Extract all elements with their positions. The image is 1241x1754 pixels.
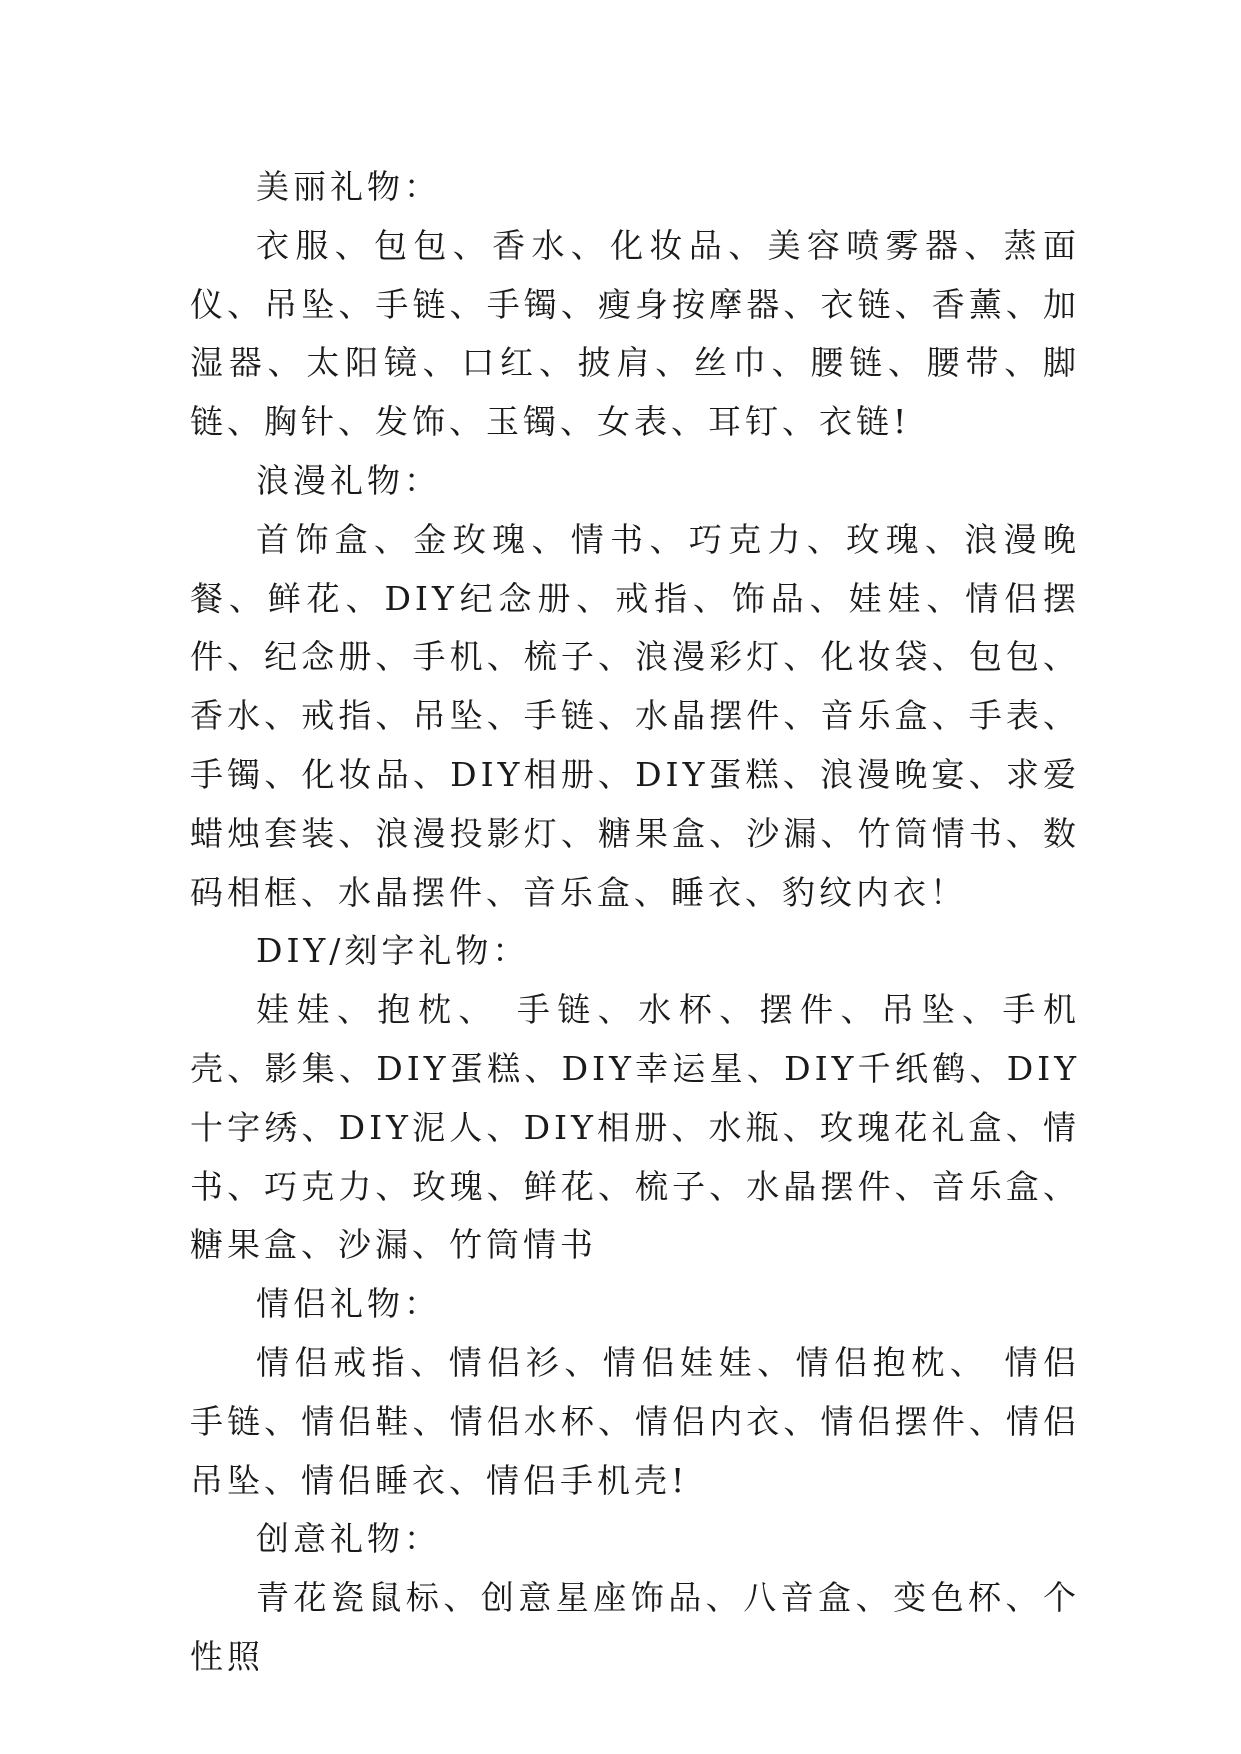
section-heading-creative: 创意礼物：	[256, 1519, 441, 1559]
section-heading-romantic: 浪漫礼物：	[256, 460, 441, 500]
section-heading-diy: DIY/刻字礼物：	[256, 931, 530, 971]
section-body-beauty: 衣服、包包、香水、化妆品、美容喷雾器、蒸面仪、吊坠、手链、手镯、瘦身按摩器、衣链、香薰、加湿器、太阳镜、口红、披肩、丝巾、腰链、腰带、脚链、胸针、发饰、玉镯、女表、耳钉、衣链!	[190, 225, 1080, 442]
document-body	[190, 158, 1080, 1687]
section-body-couple: 情侣戒指、情侣衫、情侣娃娃、情侣抱枕、 情侣手链、情侣鞋、情侣水杯、情侣内衣、情侣摆件、情侣吊坠、情侣睡衣、情侣手机壳!	[190, 1342, 1080, 1500]
section-body-romantic: 首饰盒、金玫瑰、情书、巧克力、玫瑰、浪漫晚餐、鲜花、DIY纪念册、戒指、饰品、娃娃、情侣摆件、纪念册、手机、梳子、浪漫彩灯、化妆袋、包包、香水、戒指、吊坠、手链、水晶摆件、音乐盒、手表、手镯、化妆品、DIY相册、DIY蛋糕、浪漫晚宴、求爱蜡烛套装、浪漫投影灯、糖果盒、沙漏、竹筒情书、数码相框、水晶摆件、音乐盒、睡衣、豹纹内衣！	[190, 519, 1080, 912]
section-body-diy: 娃娃、抱枕、 手链、水杯、摆件、吊坠、手机壳、影集、DIY蛋糕、DIY幸运星、DIY千纸鹤、DIY十字绣、DIY泥人、DIY相册、水瓶、玫瑰花礼盒、情书、巧克力、玫瑰、鲜花、梳子、水晶摆件、音乐盒、糖果盒、沙漏、竹筒情书	[190, 990, 1080, 1265]
section-body-creative: 青花瓷鼠标、创意星座饰品、八音盒、变色杯、个性照	[190, 1578, 1080, 1676]
section-heading-beauty: 美丽礼物：	[256, 167, 441, 206]
section-heading-couple: 情侣礼物：	[256, 1284, 441, 1324]
